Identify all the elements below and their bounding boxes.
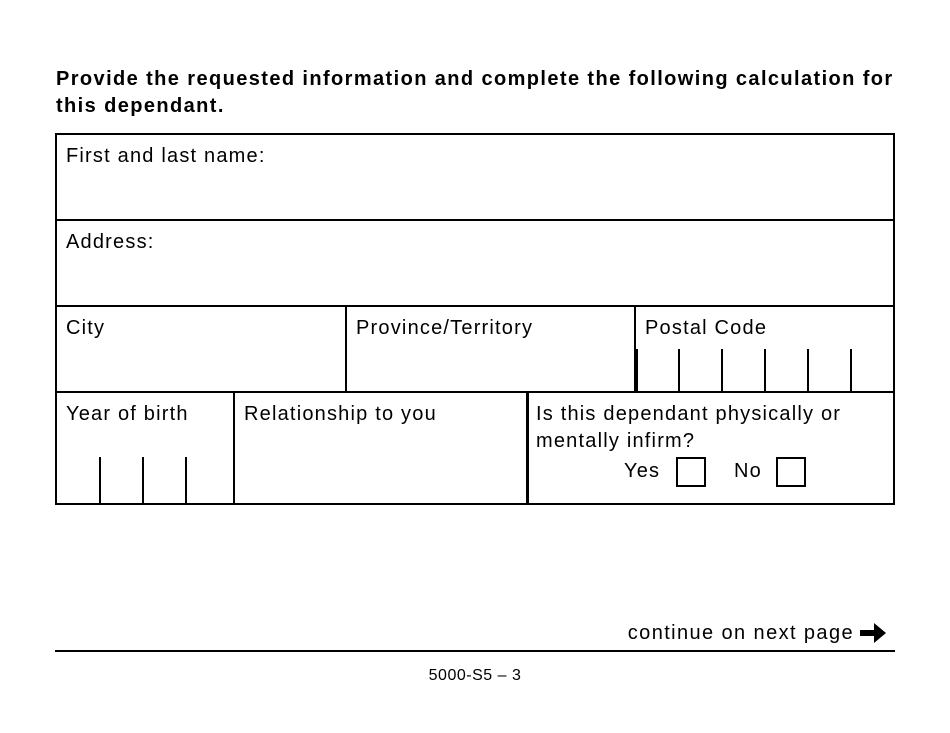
name-field[interactable] [55,133,895,221]
postal-code-divider [807,349,809,393]
province-label: Province/Territory [356,317,534,339]
postal-code-field[interactable] [634,305,895,393]
continue-note [628,620,888,646]
relationship-label: Relationship to you [244,403,437,425]
no-label: No [734,460,762,482]
dependant-form [55,133,895,505]
continue-text: continue on next page [627,622,854,644]
year-digit-divider [142,457,144,503]
no-checkbox[interactable] [776,457,806,487]
postal-code-label: Postal Code [645,317,768,339]
instruction-text: Provide the requested information and complete the following calculation for this dependant. [56,68,894,117]
infirm-question-text: Is this dependant physically or mentally infirm? [536,403,842,452]
postal-code-divider [678,349,680,393]
city-field[interactable] [55,305,347,393]
postal-code-divider [636,349,638,393]
city-label: City [66,317,106,339]
address-label: Address: [66,231,155,253]
year-digit-divider [99,457,101,503]
yes-checkbox[interactable] [676,457,706,487]
year-of-birth-field[interactable] [55,391,235,505]
relationship-field[interactable] [233,391,529,505]
arrow-right-icon [858,621,888,645]
name-label: First and last name: [66,145,266,167]
year-of-birth-label: Year of birth [66,403,189,425]
yes-label: Yes [624,460,661,482]
footer-divider [55,650,895,652]
province-field[interactable] [345,305,636,393]
postal-code-divider [850,349,852,393]
address-field[interactable] [55,219,895,307]
year-digit-divider [185,457,187,503]
infirm-question-cell [526,391,895,505]
postal-code-divider [721,349,723,393]
postal-code-divider [764,349,766,393]
form-page-number: 5000-S5 – 3 [428,667,522,684]
